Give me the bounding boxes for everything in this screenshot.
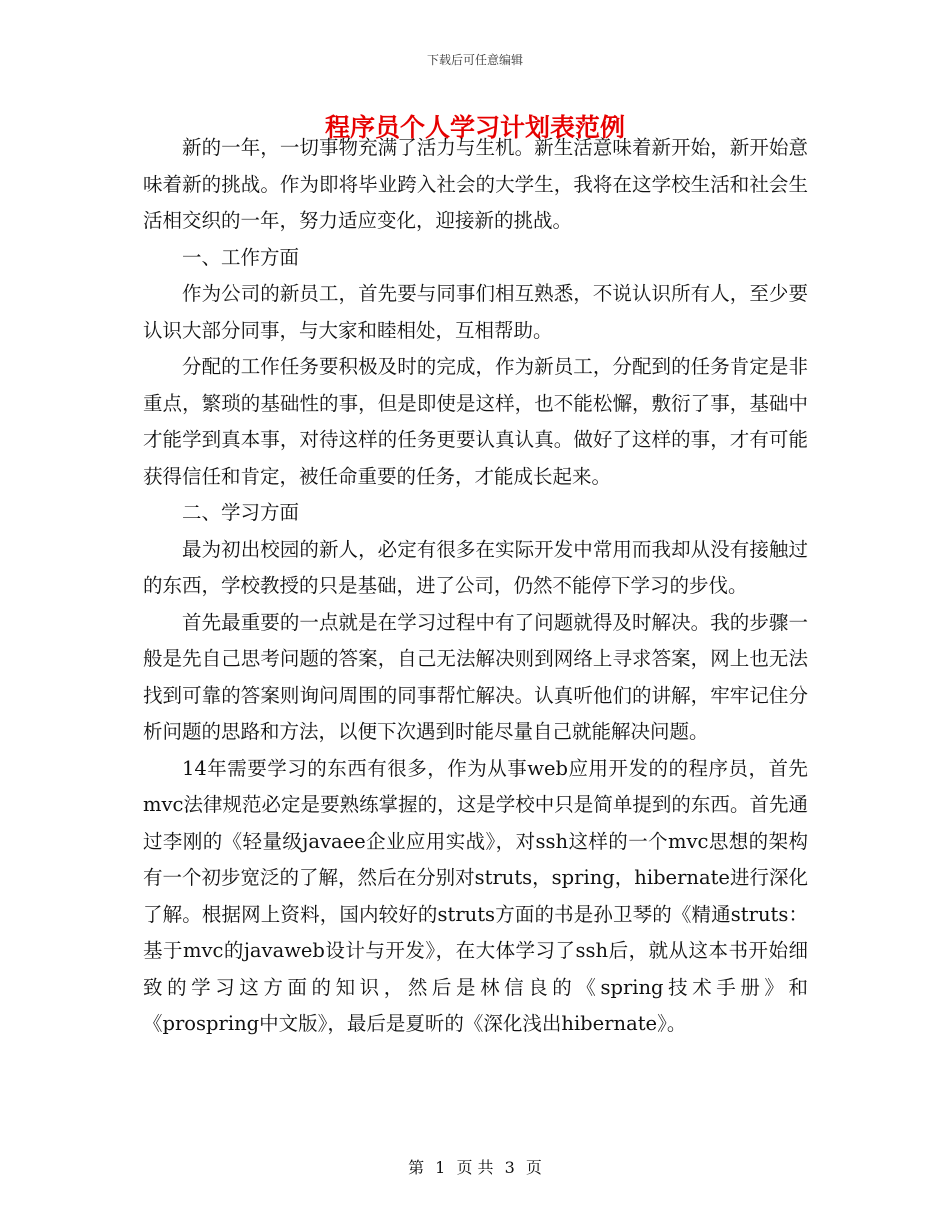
page-header: 下载后可任意编辑 — [426, 53, 523, 67]
paragraph-work-2: 分配的工作任务要积极及时的完成，作为新员工，分配到的任务肯定是非重点，繁琐的基础性的事，但是即使是这样，也不能松懈，敷衍了事，基础中才能学到真本事，对待这样的任务更要认真认真。做好了这样的事，才有可能获得信任和肯定，被任命重要的任务，才能成长起来。 — [143, 355, 808, 488]
footer-middle: 页 共 — [456, 1158, 494, 1177]
section-heading-study: 二、学习方面 — [182, 501, 300, 524]
footer-prefix: 第 — [408, 1158, 425, 1177]
footer-page-number: 1 — [435, 1158, 446, 1177]
paragraph-study-2: 首先最重要的一点就是在学习过程中有了问题就得及时解决。我的步骤一般是先自己思考问题的答案，自己无法解决则到网络上寻求答案，网上也无法找到可靠的答案则询问周围的同事帮忙解决。认真听他们的讲解，牢牢记住分析问题的思路和方法，以便下次遇到时能尽量自己就能解决问题。 — [143, 610, 808, 743]
document-body — [143, 130, 808, 1043]
footer-suffix: 页 — [525, 1158, 542, 1177]
paragraph-study-3: 14年需要学习的东西有很多，作为从事web应用开发的的程序员，首先mvc法律规范必定是要熟练掌握的，这是学校中只是简单提到的东西。首先通过李刚的《轻量级javaee企业应用实战》，对ssh这样的一个mvc思想的架构有一个初步宽泛的了解，然后在分别对struts，spring，hibernate进行深化了解。根据网上资料，国内较好的struts方面的书是孙卫琴的《精通struts：基于mvc的javaweb设计与开发》，在大体学习了ssh后，就从这本书开始细致的学习这方面的知识，然后是林信良的《spring技术手册》和《prospring中文版》，最后是夏昕的《深化浅出hibernate》。 — [143, 756, 808, 1035]
paragraph-work-1: 作为公司的新员工，首先要与同事们相互熟悉，不说认识所有人，至少要认识大部分同事，与大家和睦相处，互相帮助。 — [143, 282, 808, 342]
paragraph-intro: 新的一年，一切事物充满了活力与生机。新生活意味着新开始，新开始意味着新的挑战。作为即将毕业跨入社会的大学生，我将在这学校生活和社会生活相交织的一年，努力适应变化，迎接新的挑战。 — [143, 136, 808, 232]
page-footer — [0, 1155, 950, 1178]
document-title: 程序员个人学习计划表范例 — [324, 113, 625, 142]
footer-total-pages: 3 — [504, 1158, 515, 1177]
section-heading-work: 一、工作方面 — [182, 245, 300, 269]
paragraph-study-1: 最为初出校园的新人，必定有很多在实际开发中常用而我却从没有接触过的东西，学校教授的只是基础，进了公司，仍然不能停下学习的步伐。 — [143, 537, 808, 597]
